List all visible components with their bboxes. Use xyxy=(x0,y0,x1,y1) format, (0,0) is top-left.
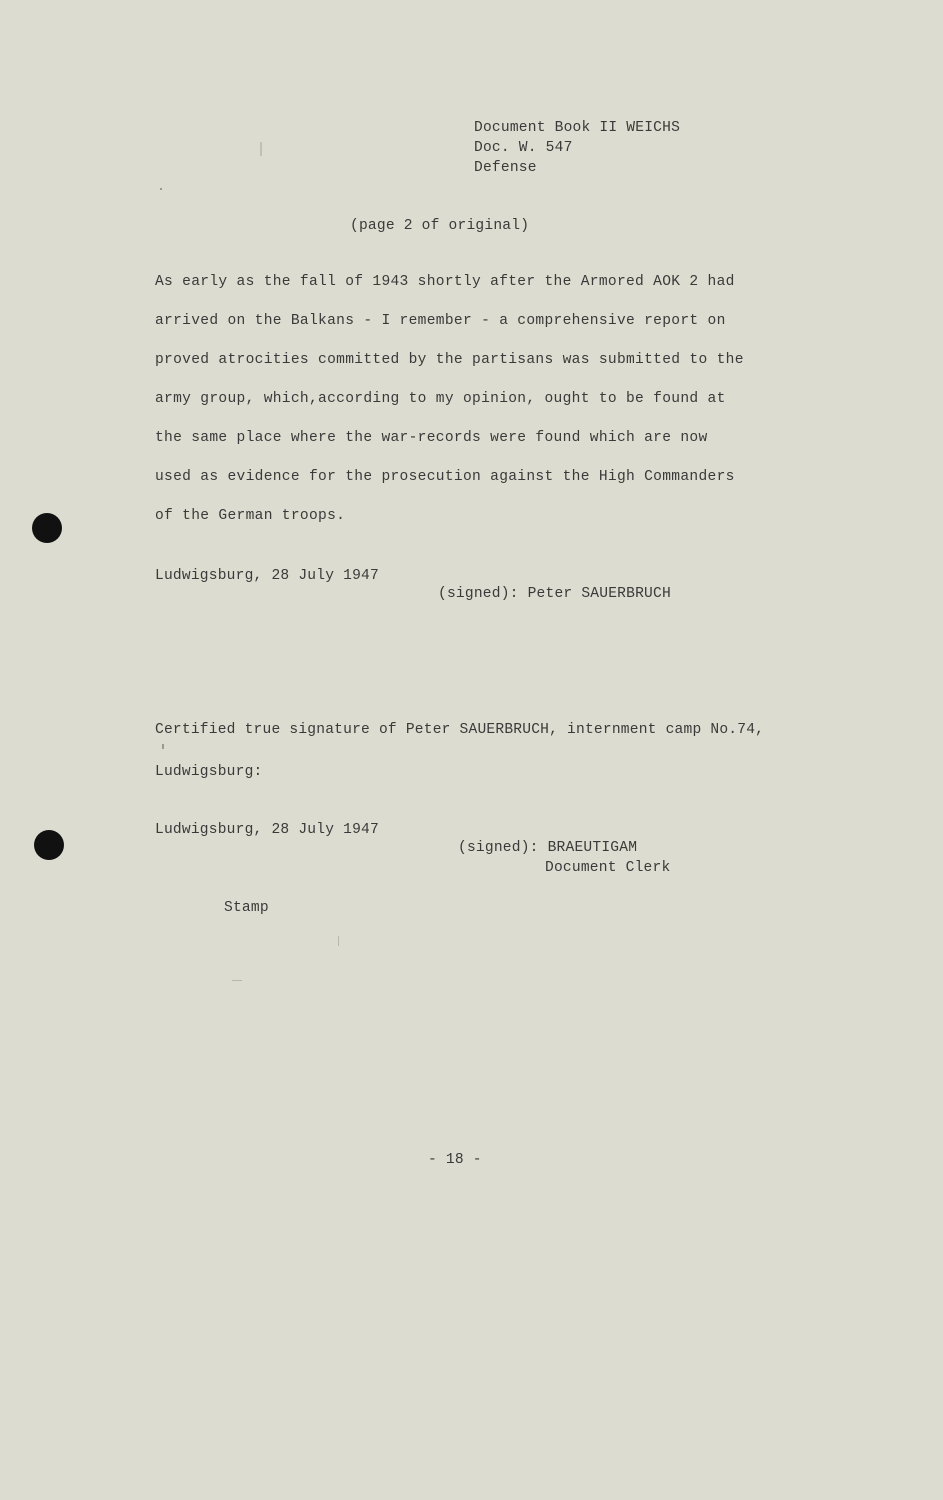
paper-speck xyxy=(160,188,162,190)
paragraph-line: the same place where the war-records were found which are now xyxy=(155,430,708,446)
paper-speck xyxy=(162,744,164,749)
signature1-signed: (signed): Peter SAUERBRUCH xyxy=(438,586,671,602)
paragraph-line: used as evidence for the prosecution against the High Commanders xyxy=(155,469,735,485)
header-doc-number: Doc. W. 547 xyxy=(474,140,573,156)
page-reference: (page 2 of original) xyxy=(350,218,530,234)
certification-line2: Ludwigsburg: xyxy=(155,764,263,780)
paper-mark xyxy=(260,142,262,156)
punch-hole-top xyxy=(32,513,62,543)
punch-hole-bottom xyxy=(34,830,64,860)
paragraph-line: arrived on the Balkans - I remember - a comprehensive report on xyxy=(155,313,726,329)
signature2-signed: (signed): BRAEUTIGAM xyxy=(458,840,638,856)
certification-line1: Certified true signature of Peter SAUERBRUCH, internment camp No.74, xyxy=(155,722,765,738)
paragraph-line: of the German troops. xyxy=(155,508,346,524)
signature2-title: Document Clerk xyxy=(545,860,671,876)
paper-mark xyxy=(232,980,242,981)
header-document-book: Document Book II WEICHS xyxy=(474,120,681,136)
signature2-place-date: Ludwigsburg, 28 July 1947 xyxy=(155,822,379,838)
page-number: - 18 - xyxy=(428,1152,482,1168)
paragraph-line: As early as the fall of 1943 shortly after the Armored AOK 2 had xyxy=(155,274,735,290)
paper-mark xyxy=(338,936,339,946)
paragraph-line: proved atrocities committed by the partisans was submitted to the xyxy=(155,352,744,368)
header-defense: Defense xyxy=(474,160,537,176)
paragraph-line: army group, which,according to my opinion, ought to be found at xyxy=(155,391,726,407)
signature1-place-date: Ludwigsburg, 28 July 1947 xyxy=(155,568,379,584)
stamp-label: Stamp xyxy=(224,900,269,916)
